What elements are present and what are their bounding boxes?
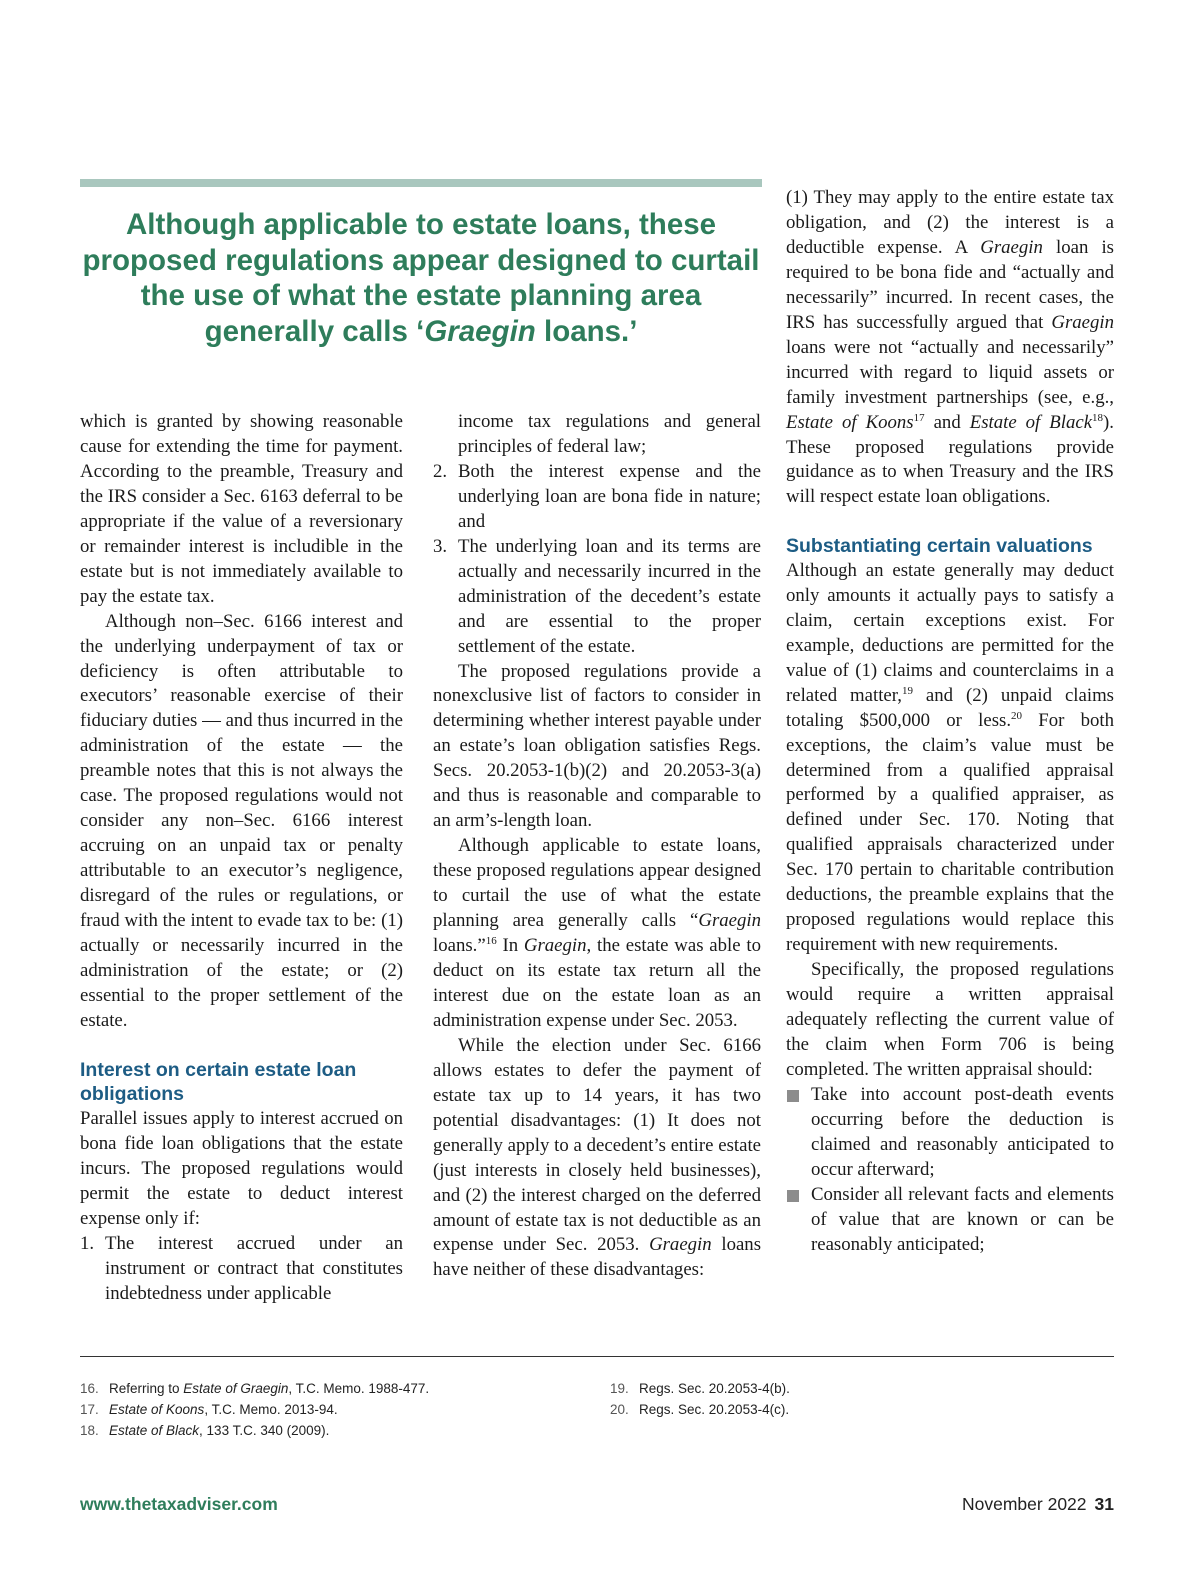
conditions-list-continued xyxy=(433,410,761,660)
section-heading: Interest on certain estate loan obligations xyxy=(80,1058,357,1106)
footnote: 20. Regs. Sec. 20.2053-4(c). xyxy=(610,1402,790,1417)
conditions-list xyxy=(80,1232,403,1307)
appraisal-bullets xyxy=(786,1083,1114,1258)
column-1 xyxy=(80,410,403,1306)
column-2 xyxy=(433,410,761,1283)
footnote-ref[interactable]: 20 xyxy=(1011,709,1023,722)
list-item: 2. Both the interest expense and the underlying loan are bona fide in nature; and xyxy=(433,460,761,532)
page-number: 31 xyxy=(1094,1494,1114,1514)
list-item: Take into account post-death events occurring before the deduction is claimed and reasonably anticipated to occur afterward; xyxy=(786,1083,1114,1183)
footnote: 16. Referring to Estate of Graegin, T.C. Memo. 1988-477. xyxy=(80,1381,430,1396)
footnotes-right xyxy=(610,1378,1090,1420)
footnote-ref[interactable]: 17 xyxy=(913,411,925,424)
column-3 xyxy=(786,186,1114,1258)
list-item: income tax regulations and general principles of federal law; xyxy=(458,411,761,457)
paragraph: Parallel issues apply to interest accrued on bona fide loan obligations that the estate incurs. The proposed regulations would permit the estate to deduct interest expense only if: xyxy=(80,1107,403,1229)
paragraph: (1) They may apply to the entire estate tax obligation, and (2) the interest is a deductible expense. A Graegin loan is required to be bona fide and “actually and necessarily” incurred. In recent cases, the IRS has successfully argued that Graegin loans were not “actually and necessarily” incurred with regard to liquid assets or family investment partnerships (see, e.g., Estate of Koons$^{17}$ and Estate of Black$^{18}$). These proposed regulations provide guidance as to when Treasury and the IRS will respect estate loan obligations. xyxy=(786,187,1114,508)
footnote-divider xyxy=(80,1356,1114,1357)
footnote: 18. Estate of Black, 133 T.C. 340 (2009). xyxy=(80,1423,330,1438)
paragraph: Although an estate generally may deduct only amounts it actually pays to satisfy a claim, certain exceptions exist. For example, deductions are permitted for the value of (1) claims and counterclaims in a related matter,$^{19}$ and (2) unpaid claims totaling $500,000 or less.$^{20}$ For both exceptions, the claim’s value must be determined from a qualified appraisal performed by a qualified appraiser, as defined under Sec. 170. Noting that qualified appraisals characterized under Sec. 170 pertain to charitable contribution deductions, the preamble explains that the proposed regulations would replace this requirement with new requirements. xyxy=(786,559,1114,956)
pull-quote: Although applicable to estate loans, these proposed regulations appear designed to curtail the use of what the estate planning area generally calls ‘Graegin loans.’ xyxy=(82,208,760,348)
paragraph: While the election under Sec. 6166 allows estates to defer the payment of estate tax up to 14 years, it has two potential disadvantages: (1) It does not generally apply to a decedent’s entire estate (just interests in closely held businesses), and (2) the interest charged on the deferred amount of estate tax is not deductible as an expense under Sec. 2053. Graegin loans have neither of these disadvantages: xyxy=(433,1034,761,1281)
footnotes-left xyxy=(80,1378,560,1441)
square-bullet-icon xyxy=(787,1190,799,1202)
footnote: 17. Estate of Koons, T.C. Memo. 2013-94. xyxy=(80,1402,338,1417)
list-item: 1. The interest accrued under an instrument or contract that constitutes indebtedness under applicable xyxy=(80,1232,403,1304)
paragraph: Specifically, the proposed regulations would require a written appraisal adequately reflecting the current value of the claim when Form 706 is being completed. The written appraisal should: xyxy=(786,959,1114,1080)
issue-date: November 2022 xyxy=(962,1494,1087,1514)
list-item: 3. The underlying loan and its terms are actually and necessarily incurred in the administration of the decedent’s estate and are essential to the proper settlement of the estate. xyxy=(433,535,761,657)
paragraph: which is granted by showing reasonable cause for extending the time for payment. According to the preamble, Treasury and the IRS consider a Sec. 6163 deferral to be appropriate if the value of a reversionary or remainder interest is includible in the estate but is not immediately available to pay the estate tax. xyxy=(80,411,403,607)
pull-quote-top-bar xyxy=(80,179,762,187)
footnote-ref[interactable]: 19 xyxy=(901,684,913,697)
footnote: 19. Regs. Sec. 20.2053-4(b). xyxy=(610,1381,790,1396)
footnote-ref[interactable]: 16 xyxy=(485,935,497,948)
issue-date-page xyxy=(962,1494,1114,1515)
footnote-ref[interactable]: 18 xyxy=(1092,411,1104,424)
paragraph: Although non–Sec. 6166 interest and the underlying underpayment of tax or deficiency is often attributable to executors’ reasonable exercise of their fiduciary duties — and thus incurred in the administration of the estate — the preamble notes that this is not always the case. The proposed regulations would not consider any non–Sec. 6166 interest accruing on an unpaid tax or penalty attributable to an executor’s negligence, disregard of the rules or regulations, or fraud with the intent to evade tax to be: (1) actually or necessarily incurred in the administration of the estate; or (2) essential to the proper settlement of the estate. xyxy=(80,610,403,1031)
website-link[interactable]: www.thetaxadviser.com xyxy=(80,1494,278,1514)
paragraph: The proposed regulations provide a nonexclusive list of factors to consider in determining whether interest payable under an estate’s loan obligation satisfies Regs. Secs. 20.2053-1(b)(2) and 20.2053-3(a) and thus is reasonable and comparable to an arm’s-length loan. xyxy=(433,660,761,832)
list-item: Consider all relevant facts and elements of value that are known or can be reasonably anticipated; xyxy=(786,1183,1114,1258)
square-bullet-icon xyxy=(787,1090,799,1102)
section-heading: Substantiating certain valuations xyxy=(786,535,1093,558)
paragraph: Although applicable to estate loans, these proposed regulations appear designed to curtail the use of what the estate planning area generally calls “Graegin loans.”$^{16}$ In Graegin, the estate was able to deduct on its estate tax return all the interest due on the estate loan as an administration expense under Sec. 2053. xyxy=(433,835,761,1031)
